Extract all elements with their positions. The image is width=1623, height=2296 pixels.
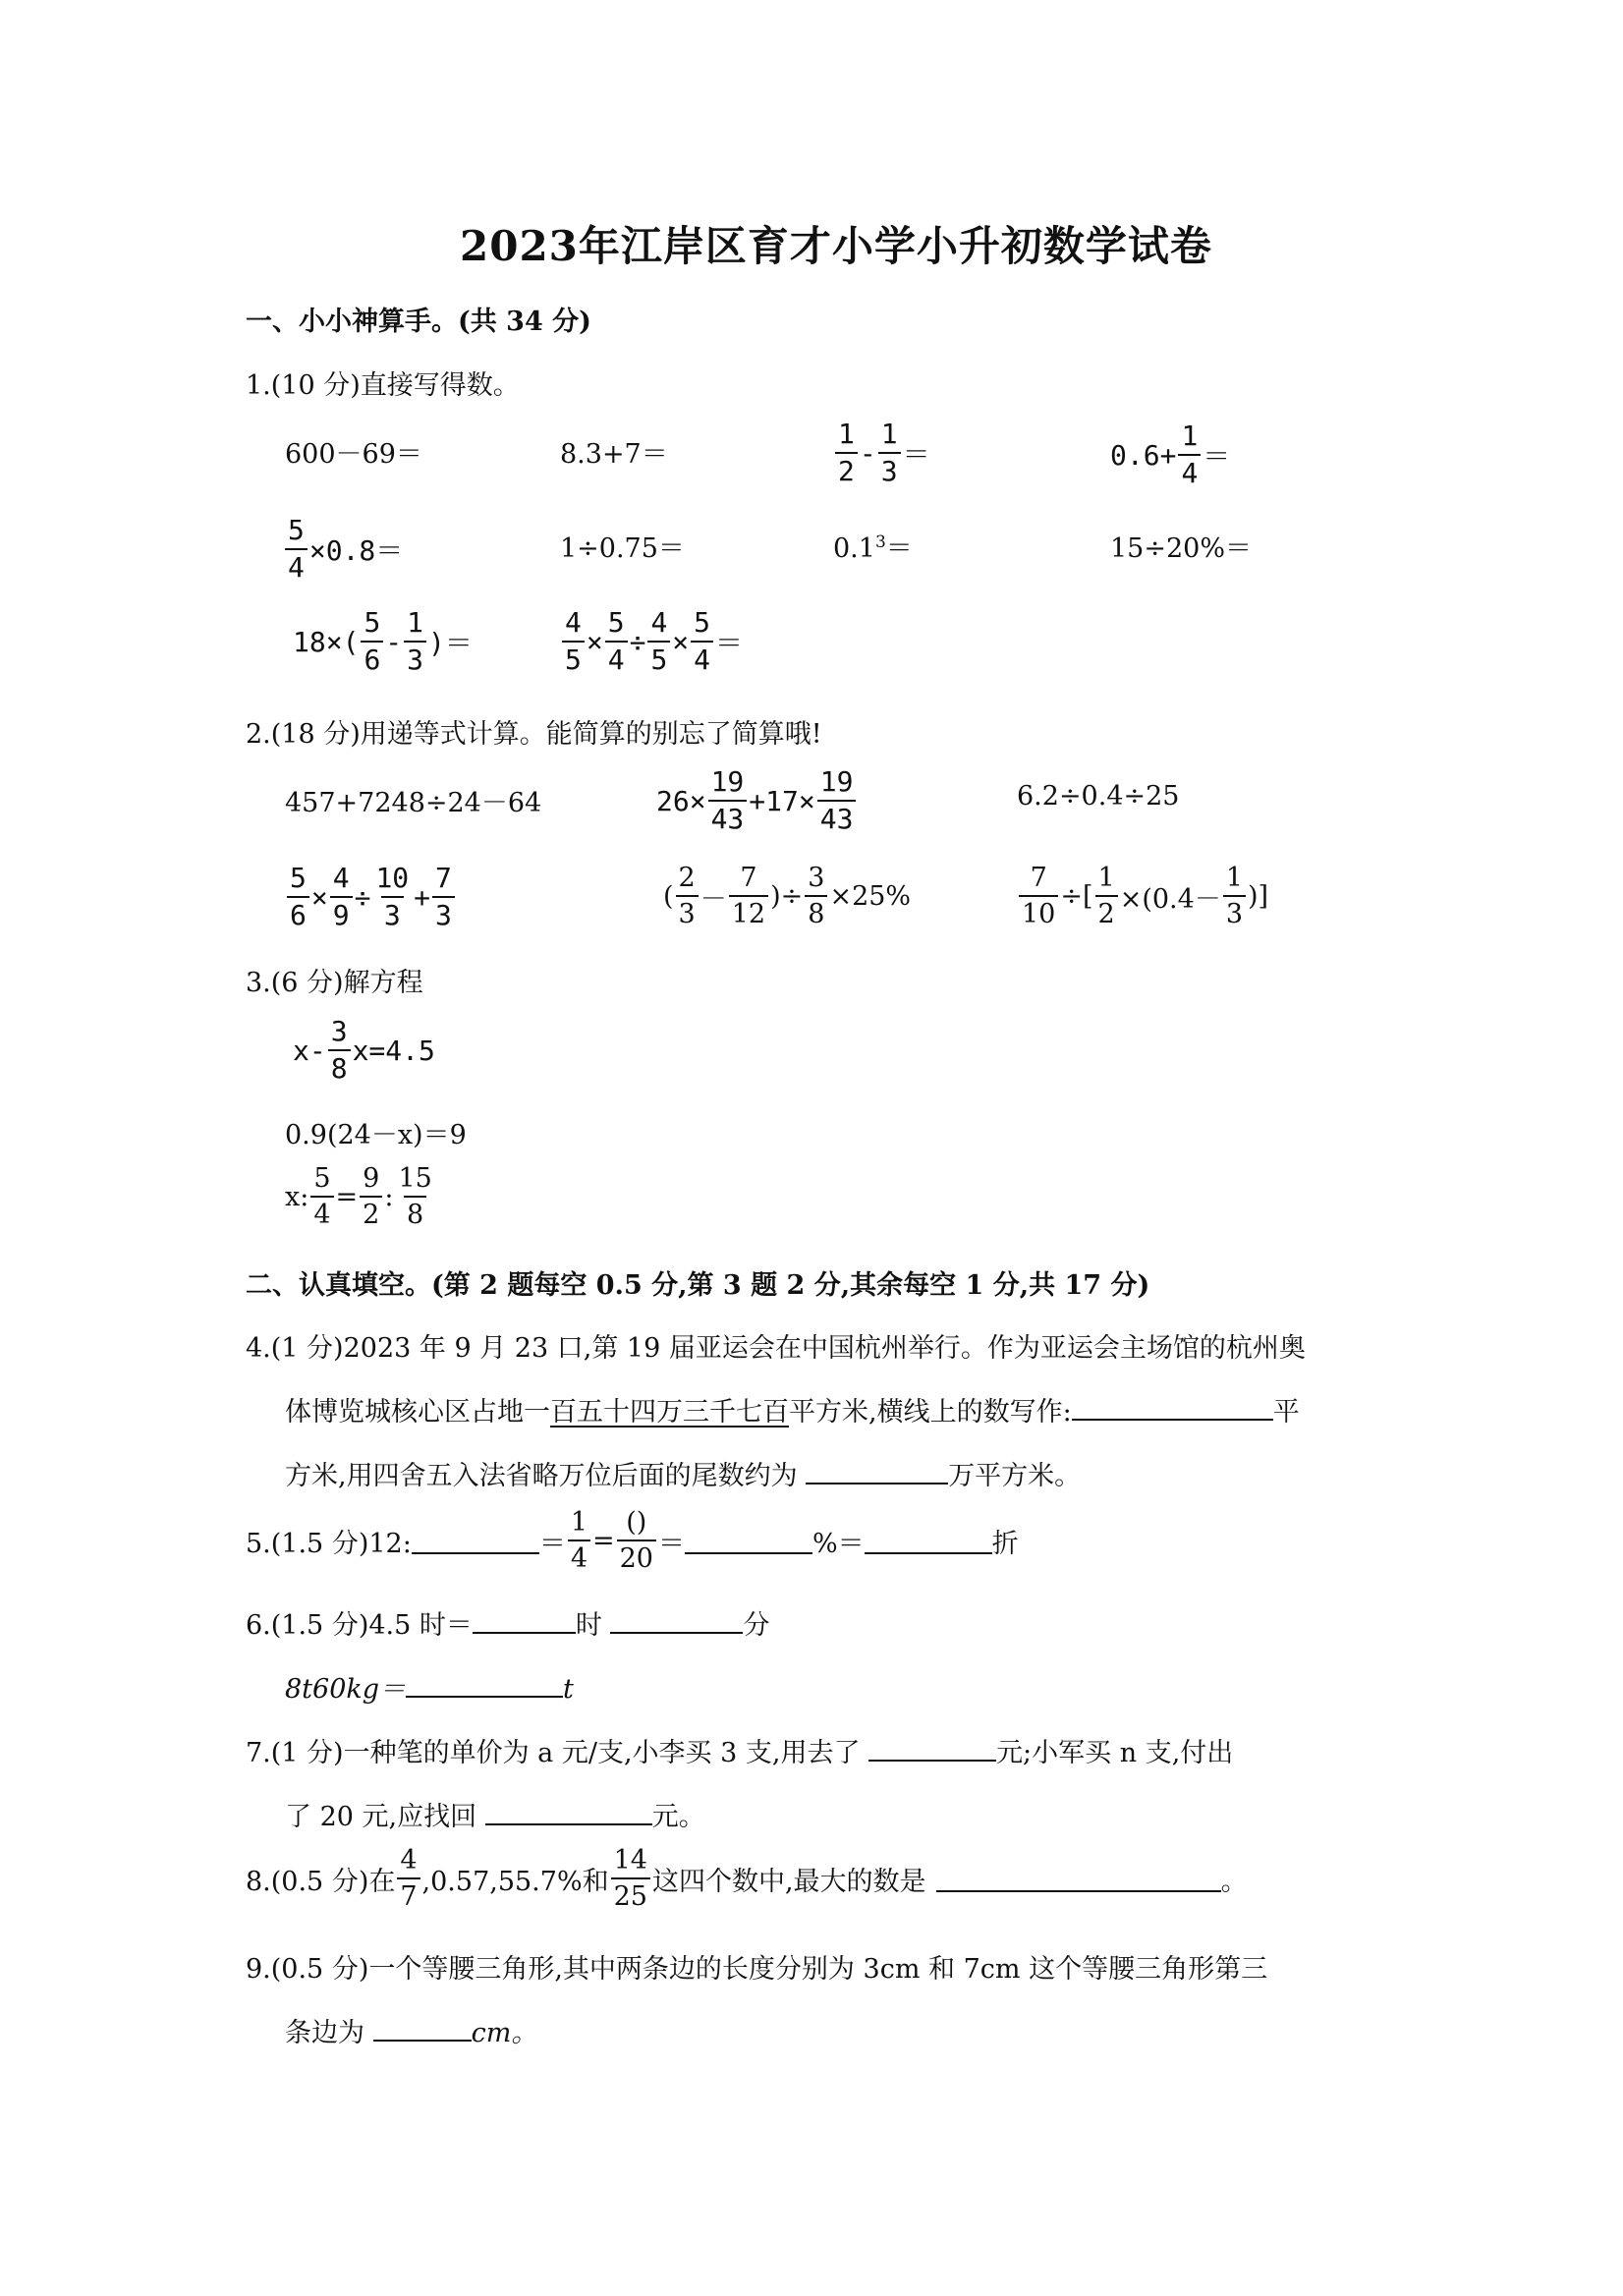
answer-blank[interactable] <box>485 1798 652 1825</box>
suffix: ×0.8＝ <box>308 534 404 567</box>
numerator: 1 <box>1225 863 1244 893</box>
numerator: 4 <box>650 606 668 639</box>
prefix: ( <box>663 880 674 912</box>
answer-blank[interactable] <box>473 1606 576 1634</box>
text: 8t60kg＝ <box>285 1674 407 1705</box>
text: 了 20 元,应找回 <box>285 1802 477 1832</box>
numerator: 4 <box>400 1845 418 1876</box>
expression: 457+7248÷24－64 <box>285 788 542 818</box>
underlined-text: 百五十四万三千七百 <box>550 1397 789 1428</box>
question-text <box>246 1509 1019 1572</box>
equals: ＝ <box>538 1528 566 1559</box>
operator: × <box>310 880 328 914</box>
numerator: 1 <box>570 1507 588 1538</box>
text: t <box>563 1674 574 1705</box>
denominator: 20 <box>617 1540 656 1572</box>
text: 折 <box>991 1528 1019 1559</box>
equation <box>293 1015 435 1085</box>
expression <box>663 865 911 927</box>
answer-blank[interactable] <box>868 1734 996 1762</box>
answer-blank[interactable] <box>936 1865 1221 1892</box>
denominator: 3 <box>404 641 426 674</box>
denominator: 5 <box>647 641 670 674</box>
suffix: )＝ <box>428 627 473 659</box>
numerator: 7 <box>435 862 452 894</box>
equation: 0.9(24－x)＝9 <box>285 1120 467 1150</box>
numerator: 5 <box>313 1163 331 1194</box>
prefix: x: <box>285 1181 309 1212</box>
denominator: 2 <box>1095 895 1118 927</box>
expression <box>833 420 930 485</box>
numerator: 3 <box>808 863 825 893</box>
question-label: 1.(10 分)直接写得数。 <box>246 370 520 401</box>
equals: ＝ <box>902 438 930 471</box>
denominator: 6 <box>287 896 309 929</box>
numerator: 5 <box>607 606 625 639</box>
question-text <box>246 1603 769 1642</box>
denominator: 4 <box>285 548 308 582</box>
numerator: 4 <box>332 862 350 894</box>
numerator: 19 <box>710 765 745 798</box>
numerator: 2 <box>678 863 696 893</box>
operator: - <box>859 436 876 470</box>
numerator: 5 <box>290 862 307 894</box>
colon: : <box>384 1181 394 1212</box>
text: 方米,用四舍五入法省略万位后面的尾数约为 <box>285 1461 798 1491</box>
numerator: 1 <box>880 418 898 450</box>
expression <box>1017 865 1268 927</box>
section-heading: 一、小小神算手。(共 34 分) <box>246 307 591 337</box>
denominator: 9 <box>330 896 353 929</box>
expression <box>285 862 457 931</box>
equals: ＝ <box>657 1528 685 1559</box>
numerator: 9 <box>363 1163 380 1194</box>
text: 7.(1 分)一种笔的单价为 a 元/支,小李买 3 支,用去了 <box>246 1738 861 1768</box>
text: 时 <box>575 1610 602 1641</box>
answer-blank[interactable] <box>610 1606 743 1634</box>
text: 这四个数中,最大的数是 <box>651 1866 926 1897</box>
numerator: 5 <box>364 606 381 639</box>
denominator: 4 <box>1178 454 1201 487</box>
answer-blank[interactable] <box>1072 1393 1273 1421</box>
answer-blank[interactable] <box>865 1527 992 1554</box>
answer-blank[interactable] <box>373 2014 472 2042</box>
equals: = <box>592 1525 615 1556</box>
numerator: 3 <box>330 1015 348 1047</box>
expression: 1÷0.75＝ <box>560 533 685 564</box>
question-text <box>285 1390 1300 1428</box>
denominator: 43 <box>817 800 857 833</box>
numerator: 15 <box>398 1163 432 1194</box>
page-title: 2023年江岸区育才小学小升初数学试卷 <box>460 222 1212 270</box>
question-label: 3.(6 分)解方程 <box>246 968 423 998</box>
suffix: x=4.5 <box>352 1034 435 1067</box>
question-text <box>285 1454 1081 1492</box>
denominator: 7 <box>397 1877 420 1910</box>
text: 8.(0.5 分)在 <box>246 1866 396 1897</box>
question-text <box>246 1731 1233 1769</box>
denominator: 25 <box>611 1877 650 1910</box>
expression: 15÷20%＝ <box>1110 533 1252 564</box>
operator: ÷ <box>629 625 646 658</box>
numerator: 5 <box>288 514 305 546</box>
question-text: 9.(0.5 分)一个等腰三角形,其中两条边的长度分别为 3cm 和 7cm 这个等腰三角形第三 <box>246 1954 1268 1985</box>
text: 体博览城核心区占地一 <box>285 1397 550 1428</box>
expression <box>1110 422 1230 487</box>
expression: 6.2÷0.4÷25 <box>1017 781 1180 812</box>
numerator: 1 <box>1097 863 1115 893</box>
prefix: 0.6+ <box>1110 438 1177 472</box>
expression: 8.3+7＝ <box>560 439 668 470</box>
answer-blank[interactable] <box>685 1527 812 1554</box>
numerator: 7 <box>1030 863 1047 893</box>
prefix: 18×( <box>293 625 360 658</box>
operator: + <box>414 880 431 914</box>
suffix: )] <box>1248 880 1269 912</box>
denominator: 8 <box>328 1049 351 1083</box>
answer-blank[interactable] <box>806 1457 948 1484</box>
equation <box>285 1165 437 1228</box>
denominator: 5 <box>562 641 585 674</box>
suffix: ×25% <box>829 880 912 912</box>
numerator: 1 <box>838 418 855 450</box>
question-text: 4.(1 分)2023 年 9 月 23 口,第 19 届亚运会在中国杭州举行。作为亚运会主场馆的杭州奥 <box>246 1333 1306 1364</box>
text: 5.(1.5 分)12: <box>246 1528 412 1559</box>
numerator: 10 <box>375 862 410 894</box>
text: 平方米,横线上的数写作: <box>789 1397 1072 1428</box>
operator: － <box>700 883 727 915</box>
question-text <box>285 1795 705 1833</box>
denominator: 6 <box>361 641 383 674</box>
text: 元。 <box>651 1802 705 1832</box>
operator: - <box>385 625 403 658</box>
equals: ＝ <box>1203 440 1231 473</box>
text: ,0.57,55.7%和 <box>421 1866 609 1897</box>
prefix: x- <box>293 1034 326 1067</box>
denominator: 43 <box>708 800 748 833</box>
text: %＝ <box>812 1528 865 1559</box>
numerator: 7 <box>740 863 757 893</box>
answer-blank[interactable] <box>406 1670 563 1698</box>
expression: 600－69＝ <box>285 439 422 470</box>
denominator: 2 <box>360 1196 382 1228</box>
question-text <box>246 1847 1248 1910</box>
prefix: 26× <box>656 784 706 817</box>
text: 平 <box>1272 1397 1300 1428</box>
denominator: 3 <box>676 895 699 927</box>
denominator: 8 <box>805 895 827 927</box>
denominator: 10 <box>1019 895 1058 927</box>
section-heading: 二、认真填空。(第 2 题每空 0.5 分,第 3 题 2 分,其余每空 1 分,共 17 分) <box>246 1270 1150 1301</box>
denominator: 4 <box>691 641 713 674</box>
denominator: 3 <box>878 452 901 485</box>
middle: ÷[ <box>1060 880 1093 912</box>
text: 分 <box>743 1610 770 1641</box>
middle: +17× <box>749 784 815 817</box>
numerator: 14 <box>613 1845 647 1876</box>
text: 。 <box>1220 1866 1248 1897</box>
numerator[interactable]: () <box>626 1507 647 1538</box>
denominator: 4 <box>605 641 628 674</box>
numerator: 5 <box>694 606 711 639</box>
operator: ÷ <box>354 880 371 914</box>
denominator: 8 <box>404 1196 426 1228</box>
numerator: 4 <box>565 606 582 639</box>
denominator: 2 <box>835 452 858 485</box>
numerator: 1 <box>1181 420 1199 452</box>
text: 6.(1.5 分)4.5 时＝ <box>246 1610 473 1641</box>
base: 0.1 <box>833 533 875 564</box>
equals: ＝ <box>885 533 913 564</box>
middle: ×(0.4－ <box>1119 883 1221 915</box>
denominator: 4 <box>568 1540 590 1572</box>
denominator: 3 <box>381 896 404 929</box>
numerator: 19 <box>819 765 854 798</box>
operator: × <box>672 625 690 658</box>
denominator: 3 <box>432 896 455 929</box>
text: cm。 <box>471 2018 538 2048</box>
answer-blank[interactable] <box>412 1527 539 1554</box>
equals: = <box>335 1181 359 1212</box>
question-text <box>285 2011 537 2049</box>
expression <box>283 514 404 584</box>
denominator: 12 <box>729 895 768 927</box>
expression <box>560 606 744 676</box>
expression <box>293 606 473 676</box>
expression <box>833 527 913 565</box>
denominator: 3 <box>1223 895 1246 927</box>
equals: ＝ <box>715 627 744 659</box>
text: 条边为 <box>285 2018 364 2048</box>
text: 元;小军买 n 支,付出 <box>996 1738 1234 1768</box>
middle: )÷ <box>770 880 804 912</box>
numerator: 1 <box>407 606 424 639</box>
question-text <box>285 1667 574 1706</box>
text: 万平方米。 <box>948 1461 1082 1491</box>
operator: × <box>586 625 603 658</box>
question-label: 2.(18 分)用递等式计算。能简算的别忘了简算哦! <box>246 719 822 750</box>
exponent: 3 <box>874 532 886 552</box>
expression <box>656 765 858 835</box>
denominator: 4 <box>310 1196 333 1228</box>
